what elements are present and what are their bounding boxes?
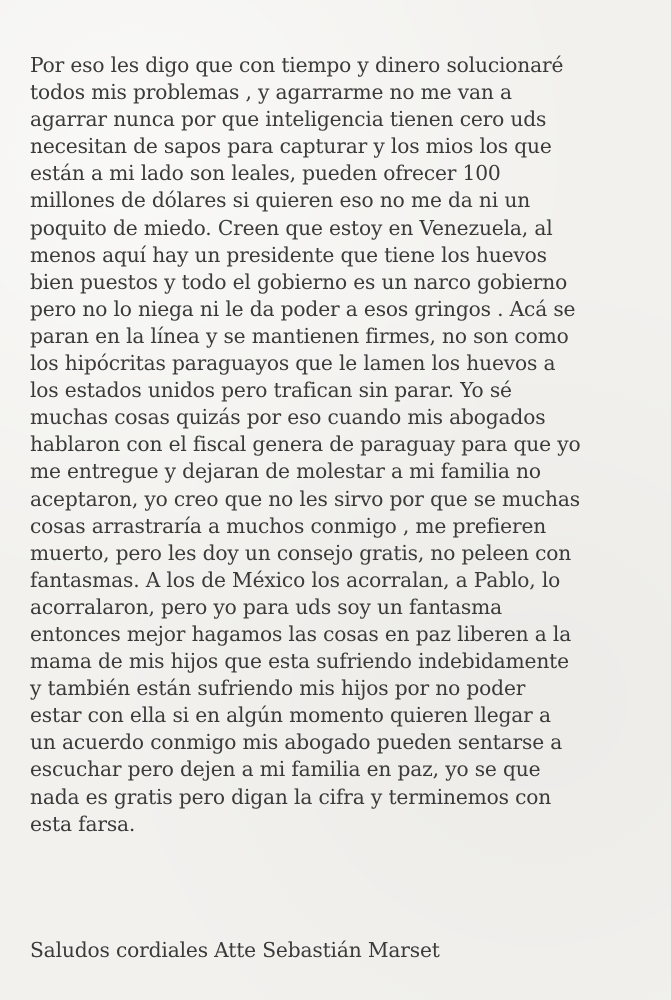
letter-line-16: me entregue y dejaran de molestar a mi familia no	[30, 459, 541, 484]
letter-line-29: esta farsa.	[30, 811, 136, 836]
letter-signature: Saludos cordiales Atte Sebastián Marset	[30, 938, 440, 962]
letter-body	[30, 52, 655, 838]
letter-line-1: Por eso les digo que con tiempo y dinero solucionaré	[30, 53, 564, 77]
letter-line-8: menos aquí hay un presidente que tiene los huevos	[30, 242, 547, 267]
letter-line-15: hablaron con el fiscal genera de paraguay para que yo	[30, 432, 581, 457]
letter-line-20: fantasmas. A los de México los acorralan, a Pablo, lo	[30, 567, 561, 592]
letter-line-6: millones de dólares si quieren eso no me da ni un	[30, 188, 531, 213]
letter-line-11: paran en la línea y se mantienen firmes, no son como	[30, 323, 569, 348]
letter-line-27: escuchar pero dejen a mi familia en paz, yo se que	[30, 757, 541, 782]
letter-line-2: todos mis problemas , y agarrarme no me van a	[30, 80, 512, 105]
letter-line-17: aceptaron, yo creo que no les sirvo por que se muchas	[30, 486, 580, 511]
letter-line-7: poquito de miedo. Creen que estoy en Venezuela, al	[30, 215, 553, 240]
letter-line-24: y también están sufriendo mis hijos por no poder	[30, 676, 526, 701]
letter-line-9: bien puestos y todo el gobierno es un narco gobierno	[30, 269, 568, 294]
letter-line-26: un acuerdo conmigo mis abogado pueden sentarse a	[30, 730, 563, 755]
letter-line-19: muerto, pero les doy un consejo gratis, no peleen con	[30, 540, 572, 565]
letter-line-28: nada es gratis pero digan la cifra y terminemos con	[30, 784, 552, 809]
letter-line-13: los estados unidos pero trafican sin parar. Yo sé	[30, 378, 512, 403]
letter-line-21: acorralaron, pero yo para uds soy un fantasma	[30, 594, 502, 619]
letter-line-5: están a mi lado son leales, pueden ofrecer 100	[30, 161, 501, 186]
letter-line-25: estar con ella si en algún momento quieren llegar a	[30, 703, 551, 728]
letter-line-22: entonces mejor hagamos las cosas en paz liberen a la	[30, 621, 572, 646]
letter-line-4: necesitan de sapos para capturar y los mios los que	[30, 134, 552, 159]
letter-line-10: pero no lo niega ni le da poder a esos gringos . Acá se	[30, 296, 576, 321]
letter-line-3: agarrar nunca por que inteligencia tienen cero uds	[30, 107, 547, 132]
letter-line-14: muchas cosas quizás por eso cuando mis abogados	[30, 405, 546, 430]
letter-line-23: mama de mis hijos que esta sufriendo indebidamente	[30, 649, 569, 674]
letter-line-12: los hipócritas paraguayos que le lamen los huevos a	[30, 351, 556, 376]
letter-line-18: cosas arrastraría a muchos conmigo , me prefieren	[30, 513, 547, 538]
